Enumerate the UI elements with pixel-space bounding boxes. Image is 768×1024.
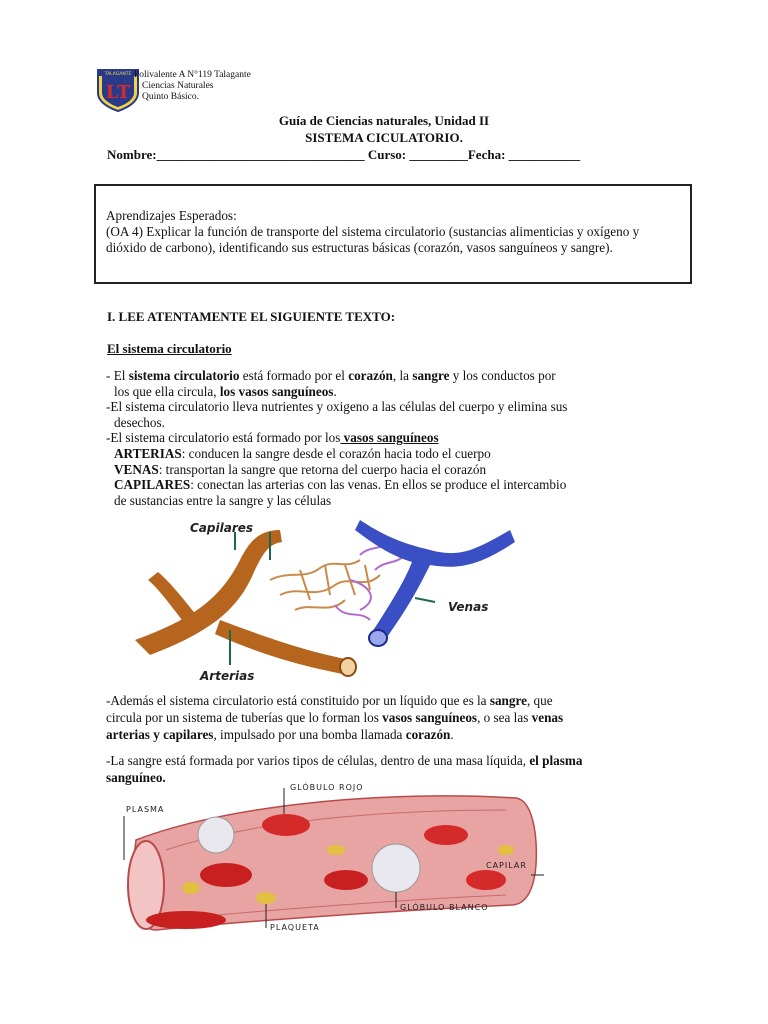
label-arterias: Arterias xyxy=(200,669,255,683)
school-subject: Ciencias Naturales xyxy=(142,81,214,91)
bold-text: sistema circulatorio xyxy=(128,368,240,383)
platelet xyxy=(256,892,276,904)
text: , la xyxy=(392,368,413,383)
red-blood-cell xyxy=(146,911,226,929)
white-blood-cell xyxy=(198,817,234,853)
text: , impulsado por una bomba llamada xyxy=(213,727,406,742)
term-capilares: CAPILARES xyxy=(114,477,191,493)
objectives-heading: Aprendizajes Esperados: xyxy=(106,208,237,223)
red-blood-cell xyxy=(466,870,506,890)
capillary-network xyxy=(270,540,405,620)
text: , o sea las xyxy=(477,710,532,725)
section-subtitle: El sistema circulatorio xyxy=(107,341,232,356)
text: y los conductos por xyxy=(449,368,556,383)
bold-text: sangre xyxy=(412,368,450,383)
vein-shape xyxy=(355,520,515,646)
label-plasma: PLASMA xyxy=(126,805,165,814)
school-name: Polivalente A N°119 Talagante xyxy=(134,70,251,80)
platelet xyxy=(327,845,345,855)
logo-text: TALAGANTE xyxy=(104,72,132,77)
school-header xyxy=(134,70,251,103)
text: -La sangre está formada por varios tipos de células, dentro de una masa líquida, xyxy=(106,753,530,768)
bold-text: corazón xyxy=(405,727,451,742)
nombre-curso-fecha-line: Nombre:________________________________ Curso: _________Fecha: ___________ xyxy=(107,147,581,162)
platelet xyxy=(498,845,514,855)
red-blood-cell xyxy=(324,870,368,890)
text: : conectan las arterias con las venas. En ellos se produce el intercambio xyxy=(190,477,567,493)
text: los que ella circula, xyxy=(114,383,220,399)
red-blood-cell xyxy=(200,863,252,887)
logo-letters: LT xyxy=(105,82,131,103)
artery-shape xyxy=(135,530,356,676)
label-globulo-rojo: GLÓBULO ROJO xyxy=(290,783,364,792)
school-grade: Quinto Básico. xyxy=(142,92,199,102)
section-title: I. LEE ATENTAMENTE EL SIGUIENTE TEXTO: xyxy=(107,309,396,324)
text: : conducen la sangre desde el corazón hacia todo el cuerpo xyxy=(181,445,491,461)
objectives-body: (OA 4) Explicar la función de transporte del sistema circulatorio (sustancias alimenticias y oxígeno y dióxido de carbono), identificando sus estructuras básicas (corazón, vasos sanguíneos y sangre). xyxy=(106,224,640,255)
bold-text: venas xyxy=(531,710,564,725)
bold-text: arterias y capilares xyxy=(106,727,214,742)
objectives-text xyxy=(106,208,666,256)
label-capilares: Capilares xyxy=(190,521,254,535)
term-arterias: ARTERIAS xyxy=(114,445,182,461)
label-capilar: CAPILAR xyxy=(486,861,527,870)
bold-text: sanguíneo. xyxy=(106,770,166,785)
bold-text: el plasma xyxy=(529,753,583,768)
blood-vessels-illustration xyxy=(130,510,520,685)
bold-text: corazón xyxy=(348,368,393,383)
term-venas: VENAS xyxy=(114,461,159,477)
bold-text: sangre xyxy=(489,693,527,708)
bold-text: vasos sanguíneos xyxy=(340,430,439,446)
text: : transportan la sangre que retorna del cuerpo hacia el corazón xyxy=(158,461,487,477)
guide-title: Guía de Ciencias naturales, Unidad II xyxy=(278,113,490,128)
text: . xyxy=(450,727,454,742)
text: circula por un sistema de tuberías que lo forman los xyxy=(106,710,383,725)
text: -El sistema circulatorio está formado por los xyxy=(106,430,341,446)
text: -Además el sistema circulatorio está constituido por un líquido que es la xyxy=(106,693,490,708)
venas-pointer xyxy=(415,598,435,602)
unit-title: SISTEMA CICULATORIO. xyxy=(305,130,463,145)
text: , que xyxy=(526,693,553,708)
platelet xyxy=(182,882,200,894)
text: -El sistema circulatorio lleva nutrientes y oxigeno a las células del cuerpo y elimina sus xyxy=(106,399,568,415)
text-block-1 xyxy=(106,368,681,508)
text-block-2 xyxy=(106,692,681,743)
bold-text: los vasos sanguíneos xyxy=(219,383,334,399)
white-blood-cell xyxy=(372,844,420,892)
red-blood-cell xyxy=(424,825,468,845)
label-plaqueta: PLAQUETA xyxy=(270,923,320,932)
label-venas: Venas xyxy=(448,600,489,614)
text: de sustancias entre la sangre y las células xyxy=(114,492,332,508)
text: - El xyxy=(106,368,129,383)
text: . xyxy=(333,383,337,399)
blood-cells-illustration xyxy=(106,780,546,940)
red-blood-cell xyxy=(262,814,310,836)
label-globulo-blanco: GLÓBULO BLANCO xyxy=(400,903,489,912)
text: está formado por el xyxy=(239,368,349,383)
text: desechos. xyxy=(114,414,165,430)
bold-text: vasos sanguíneos xyxy=(382,710,478,725)
